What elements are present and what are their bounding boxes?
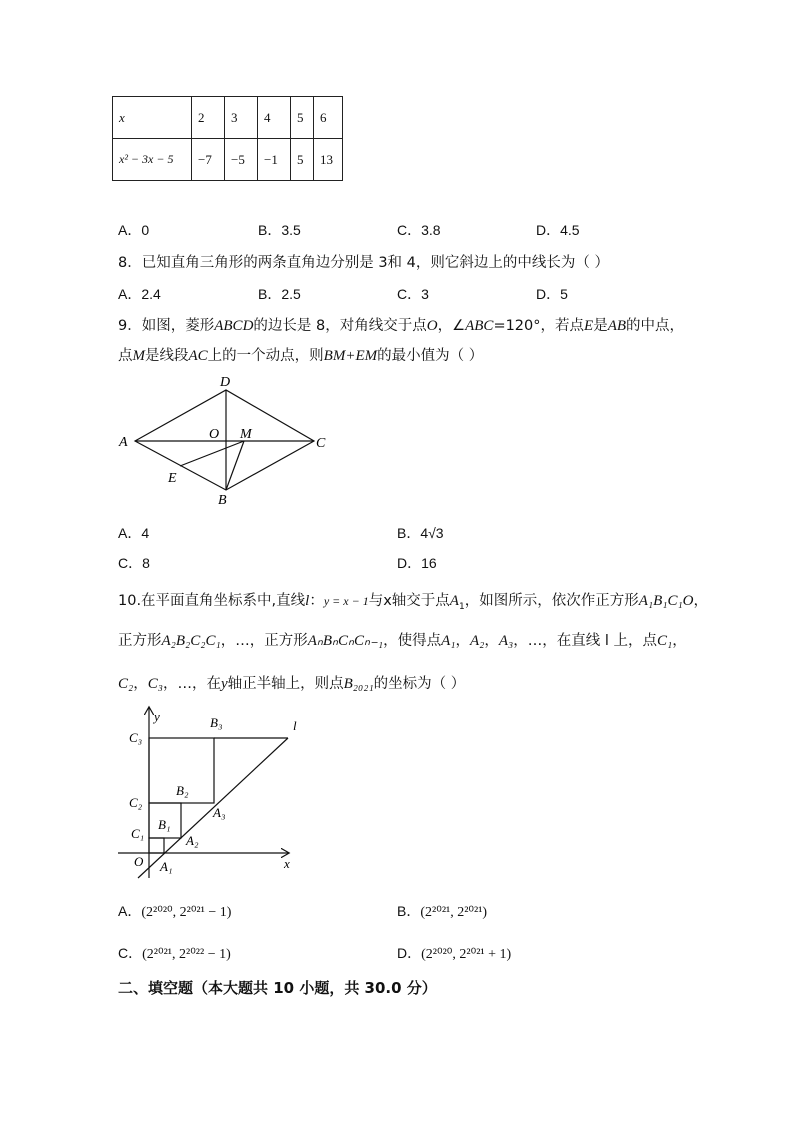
table-cell: 2 [192,97,225,139]
label-a: A [119,435,128,450]
q10-math: A₃ [498,633,514,649]
q10-math: 1 [458,601,465,612]
q9-text: 的中点， [626,318,685,334]
q10-math: AₙBₙCₙCₙ₋₁ [307,633,384,649]
label-x: x [284,856,290,871]
label-e: E [168,471,177,486]
q8-option-b[interactable]: B．2.5 [258,286,301,302]
label-o: O [134,854,144,869]
label-c: C [316,436,326,451]
q10-math: y [220,676,228,692]
q9-option-a[interactable]: A．4 [118,525,150,541]
q10-text: ： [309,593,324,609]
q9-text: 是线段 [145,348,189,364]
q10-text: ， [672,633,687,649]
q10-option-d[interactable] [397,943,511,963]
option-value: (2²⁰²⁰, 2²⁰²¹ + 1) [421,947,512,962]
q10-text: 正方形 [118,633,162,649]
squares-figure [110,700,320,880]
table-cell: 6 [314,97,343,139]
table-cell: x [113,97,192,139]
q10-math: A₂ [469,633,485,649]
label-a3: A₃ [213,805,226,820]
q9-text: ，∠ [437,318,466,334]
q8-text: 8．已知直角三角形的两条直角边分别是 3和 4，则它斜边上的中线长为（ ） [118,255,610,271]
table-cell: −7 [192,139,225,181]
q9-text: 上的一个动点，则 [207,348,324,364]
label-l: l [293,718,297,733]
q9-option-d[interactable]: D．16 [397,555,437,571]
q10-line1 [118,589,708,612]
q10-text: ，…，正方形 [220,633,308,649]
q10-text: 与x轴交于点 [368,593,450,609]
q9-option-c[interactable]: C．8 [118,555,150,571]
segment-bm [226,441,244,490]
table-cell: 5 [291,139,314,181]
label-o: O [209,427,220,442]
label-c1: C₁ [131,826,145,841]
q8-option-a[interactable]: A．2.4 [118,286,161,302]
q7-option-c[interactable]: C．3.8 [397,222,441,238]
q10-text: ，…，在直线 l 上，点 [513,633,657,649]
table-cell: −1 [258,139,291,181]
section-heading: 二、填空题（本大题共 10 小题，共 30.0 分） [118,979,437,997]
q10-text: ，如图所示，依次作正方形 [464,593,639,609]
rhombus-outline [135,390,314,490]
q9-math: ABC [465,318,494,334]
q9-math: O [426,318,438,334]
q10-text: 的坐标为（ ） [373,676,466,692]
option-value: (2²⁰²⁰, 2²⁰²¹ − 1) [141,905,232,920]
q9-math: M [132,348,145,364]
label-b2: B₂ [176,783,189,798]
q10-text: 轴正半轴上，则点 [227,676,344,692]
option-value: (2²⁰²¹, 2²⁰²² − 1) [142,947,231,962]
option-letter: D． [397,945,422,961]
q10-option-c[interactable] [118,943,231,963]
table-cell: 4 [258,97,291,139]
q9-math: E [584,318,594,334]
q10-math: C₁ [657,633,673,649]
q10-option-a[interactable] [118,901,231,921]
table-cell: −5 [225,139,258,181]
q10-line3 [118,672,465,693]
q10-line2 [118,629,687,650]
label-b1: B₁ [158,817,171,832]
option-letter: B． [397,903,421,919]
label-b: B [218,493,227,508]
label-b3: B₃ [210,715,223,730]
q7-option-a[interactable]: A．0 [118,222,150,238]
q7-option-d[interactable]: D．4.5 [536,222,580,238]
q10-text: ，…，在 [162,676,221,692]
q9-line2 [118,344,483,365]
label-a2: A₂ [186,833,199,848]
option-letter: A． [118,903,142,919]
q10-math: B₂₀₂₁ [343,676,374,692]
q10-math: C₃ [147,676,163,692]
option-letter: C． [118,945,143,961]
q8-option-c[interactable]: C．3 [397,286,429,302]
table-cell: 13 [314,139,343,181]
q9-option-b[interactable]: B．4√3 [397,525,444,541]
segment-em [180,441,244,466]
q9-text: 是 [593,318,608,334]
label-a1: A₁ [160,859,173,874]
q10-math: y = x − 1 [323,594,369,608]
table-cell: 3 [225,97,258,139]
label-m: M [240,427,252,442]
q7-option-b[interactable]: B．3.5 [258,222,301,238]
q9-text: 点 [118,348,133,364]
q10-math: A [449,593,459,609]
square-1 [149,838,164,853]
q10-math: A₁ [441,633,456,649]
table-row [113,97,343,139]
q10-text: ， [455,633,470,649]
q9-text: 的最小值为（ ） [377,348,484,364]
q10-text: ， [484,633,499,649]
q10-text: ， [693,593,709,609]
q8-option-d[interactable]: D．5 [536,286,568,302]
q9-math: AB [607,318,627,334]
q10-text: 10.在平面直角坐标系中,直线 [118,593,306,609]
q9-math: AC [188,348,208,364]
label-y: y [154,709,160,724]
q9-math: BM+EM [323,348,378,364]
option-value: (2²⁰²¹, 2²⁰²¹) [420,905,488,920]
q9-math: ABCD [214,318,254,334]
table-cell: x² − 3x − 5 [113,139,192,181]
q9-text: 9．如图，菱形 [118,318,215,334]
q10-math: C₂ [118,676,134,692]
q10-math: A₁B₁C₁O [638,593,694,609]
q10-text: ， [133,676,148,692]
q10-text: ，使得点 [383,633,442,649]
q10-math: A₂B₂C₂C₁ [161,633,221,649]
q10-math: l [305,593,310,609]
label-d: D [220,375,231,390]
label-c2: C₂ [129,795,143,810]
table-row [113,139,343,181]
q10-option-b[interactable] [397,901,487,921]
q9-text: 的边长是 8，对角线交于点 [253,318,427,334]
table-cell: 5 [291,97,314,139]
q9-text: =120°，若点 [493,318,585,334]
label-c3: C₃ [129,730,143,745]
value-table [112,96,343,181]
q9-line1 [118,314,684,335]
rhombus-figure [110,370,340,510]
